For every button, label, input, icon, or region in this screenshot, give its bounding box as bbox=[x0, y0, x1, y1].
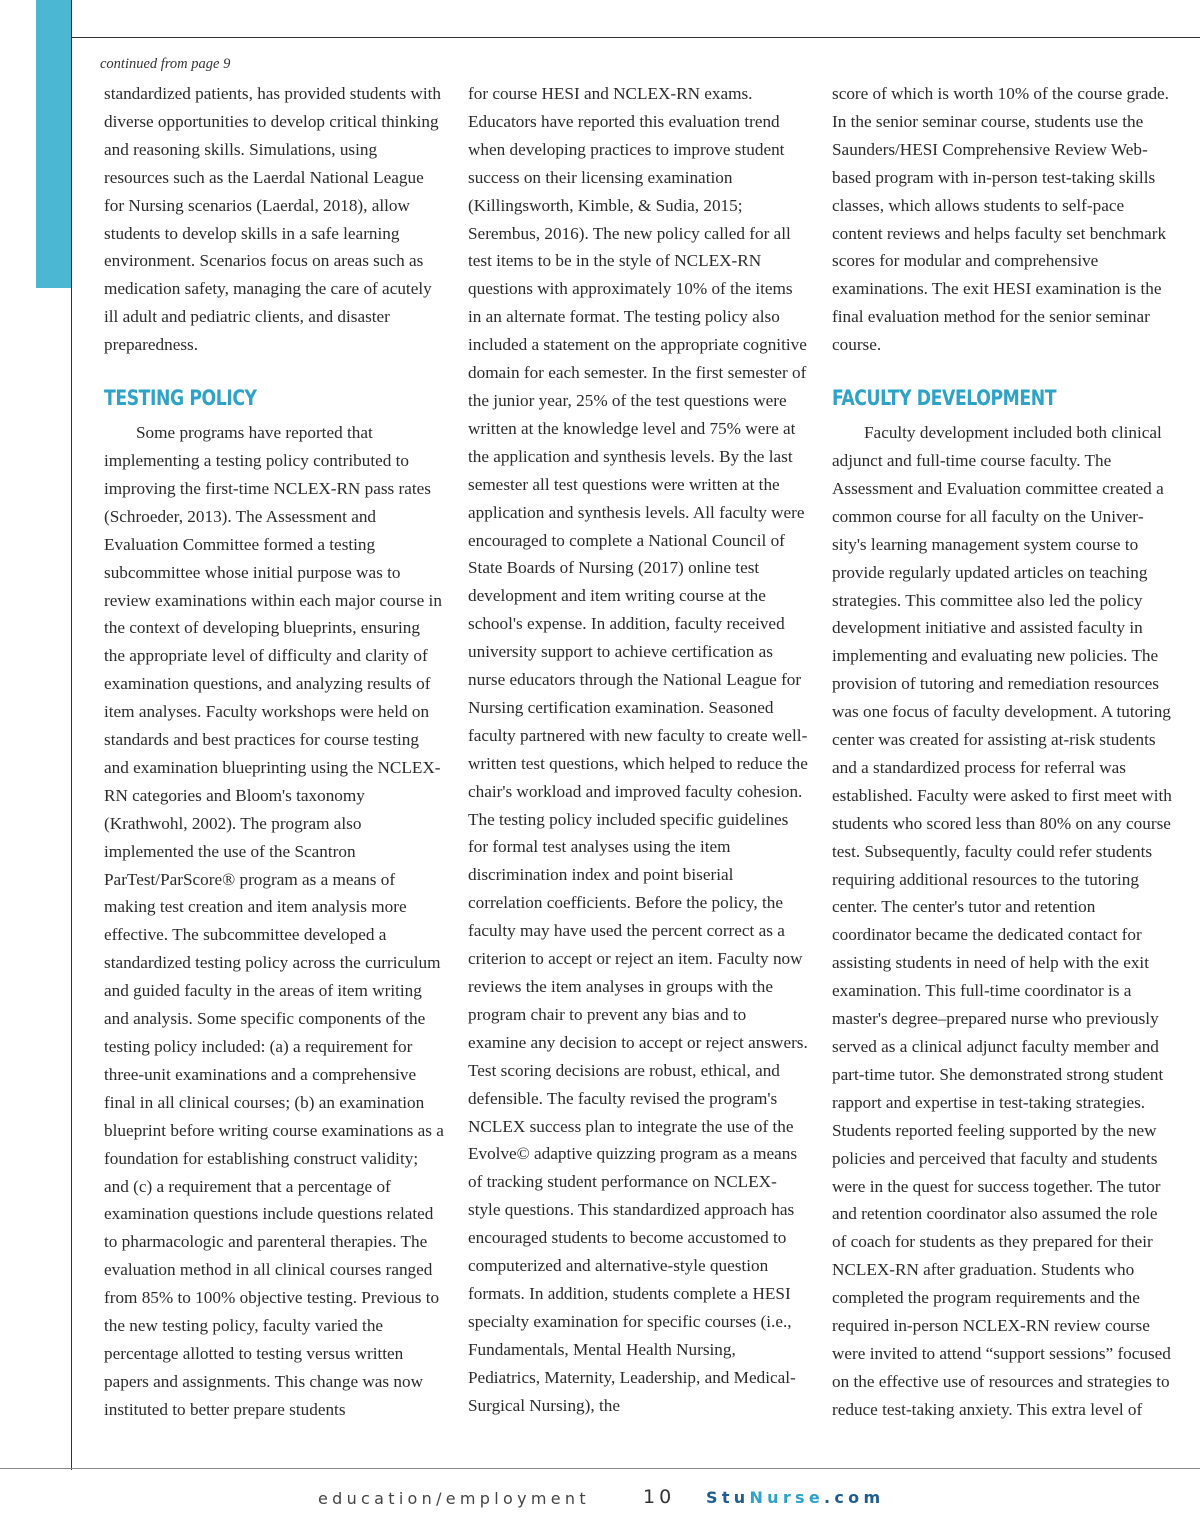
paragraph: score of which is worth 10% of the course grade. In the senior seminar course, students use the Saunders/HESI Comprehensive Review Web-based program with in-person test-taking skills classes, which allows students to self-pace content reviews and helps faculty set benchmark scores for modular and comprehensive examinations. The exit HESI examination is the final evaluation method for the senior seminar course. bbox=[832, 84, 1169, 355]
column-3 bbox=[832, 80, 1172, 1450]
section-heading-testing-policy: TESTING POLICY bbox=[104, 386, 257, 411]
brand-logo bbox=[706, 1488, 884, 1507]
column-1 bbox=[104, 80, 444, 1450]
brand-nurse: Nurse bbox=[749, 1488, 825, 1507]
brand-com: .com bbox=[824, 1488, 885, 1507]
accent-bar bbox=[36, 0, 72, 288]
paragraph: Faculty development included both clinical adjunct and full-time course faculty. The Assessment and Evaluation committee created a common course for all faculty on the University's learning management system course to provide regularly updated articles on teaching strategies. This committee also led the policy development initiative and assisted faculty in implementing and evaluating new policies. The provision of tutoring and remediation resources was one focus of faculty development. A tutoring center was created for assisting at-risk students and a standardized process for referral was established. Faculty were asked to first meet with students who scored less than 80% on any course test. Subsequently, faculty could refer students requiring additional resources to the tutoring center. The center's tutor and retention coordinator became the dedicated contact for assisting students in need of help with the exit examination. This full-time coordinator is a master's degree–prepared nurse who previously served as a clinical adjunct faculty member and part-time tutor. She demonstrated strong student rapport and expertise in test-taking strategies. Students reported feeling supported by the new policies and perceived that faculty and students were in the quest for success together. The tutor and retention coordinator also assumed the role of coach for students as they prepared for their NCLEX-RN after graduation. Students who completed the program requirements and the required in-person NCLEX-RN review course were invited to attend “support sessions” focused on the effective use of resources and strategies to reduce test-taking anxiety. This extra level of bbox=[832, 423, 1172, 1419]
paragraph: standardized patients, has provided students with diverse opportunities to develop critical thinking and reasoning skills. Simulations, using resources such as the Laerdal National League for Nursing scenarios (Laerdal, 2018), allow students to develop skills in a safe learning environment. Scenarios focus on areas such as medication safety, managing the care of acutely ill adult and pediatric clients, and disaster preparedness. bbox=[104, 84, 441, 355]
paragraph: for course HESI and NCLEX-RN exams. Educators have reported this evaluation trend when developing practices to improve student success on their licensing examination (Killingsworth, Kimble, & Sudia, 2015; Serembus, 2016). The new policy called for all test items to be in the style of NCLEX-RN questions with approximately 10% of the items in an alternate format. The testing policy also included a statement on the appropriate cognitive domain for each semester. In the first semester of the junior year, 25% of the test questions were written at the knowledge level and 75% were at the application and synthesis levels. By the last semester all test questions were written at the application and synthesis levels. All faculty were encouraged to complete a National Council of State Boards of Nursing (2017) online test development and item writing course at the school's expense. In addition, faculty received university support to achieve certification as nurse educators through the National League for Nursing certification examination. Seasoned faculty partnered with new faculty to create well-written test questions, which helped to reduce the chair's workload and improved faculty cohesion. The testing policy included specific guidelines for formal test analyses using the item discrimination index and point biserial correlation coefficients. Before the policy, the faculty may have used the percent correct as a criterion to accept or reject an item. Faculty now reviews the item analyses in groups with the program chair to prevent any bias and to examine any decision to accept or reject answers. Test scoring decisions are robust, ethical, and defensible. The faculty revised the program's NCLEX success plan to integrate the use of the Evolve© adaptive quizzing program as a means of tracking student performance on NCLEX-style questions. This standardized approach has encouraged students to become accustomed to computerized and alternative-style question formats. In addition, students complete a HESI specialty examination for specific courses (i.e., Fundamentals, Mental Health Nursing, Pediatrics, Maternity, Leadership, and Medical-Surgical Nursing), the bbox=[468, 84, 808, 1415]
section-heading-faculty-development: FACULTY DEVELOPMENT bbox=[832, 386, 1057, 411]
page-footer bbox=[0, 1486, 1200, 1516]
column-2 bbox=[468, 80, 808, 1450]
continued-note: continued from page 9 bbox=[100, 56, 231, 72]
top-rule bbox=[71, 37, 1200, 38]
paragraph: Some programs have reported that implementing a testing policy contributed to improving the first-time NCLEX-RN pass rates (Schroeder, 2013). The Assessment and Evaluation Committee formed a testing subcommittee whose initial purpose was to review examinations within each major course in the context of developing blueprints, ensuring the appropriate level of difficulty and clarity of examination questions, and analyzing results of item analyses. Faculty workshops were held on standards and best practices for course testing and examination blueprinting using the NCLEX-RN categories and Bloom's taxonomy (Krathwohl, 2002). The program also implemented the use of the Scantron ParTest/ParScore® program as a means of making test creation and item analysis more effective. The subcommittee developed a standardized testing policy across the curriculum and guided faculty in the areas of item writing and analysis. Some specific components of the testing policy included: (a) a requirement for three-unit examinations and a comprehensive final in all clinical courses; (b) an examination blueprint before writing course examinations as a foundation for establishing construct validity; and (c) a requirement that a percentage of examination questions include questions related to pharmacologic and parenteral therapies. The evaluation method in all clinical courses ranged from 85% to 100% objective testing. Previous to the new testing policy, faculty varied the percentage allotted to testing versus written papers and assignments. This change was now instituted to better prepare students bbox=[104, 423, 444, 1419]
footer-rule bbox=[0, 1468, 1200, 1469]
left-rule bbox=[71, 0, 72, 1470]
page-number: 10 bbox=[643, 1486, 676, 1508]
brand-stu: Stu bbox=[706, 1488, 750, 1507]
footer-section-name: education/employment bbox=[318, 1489, 590, 1508]
